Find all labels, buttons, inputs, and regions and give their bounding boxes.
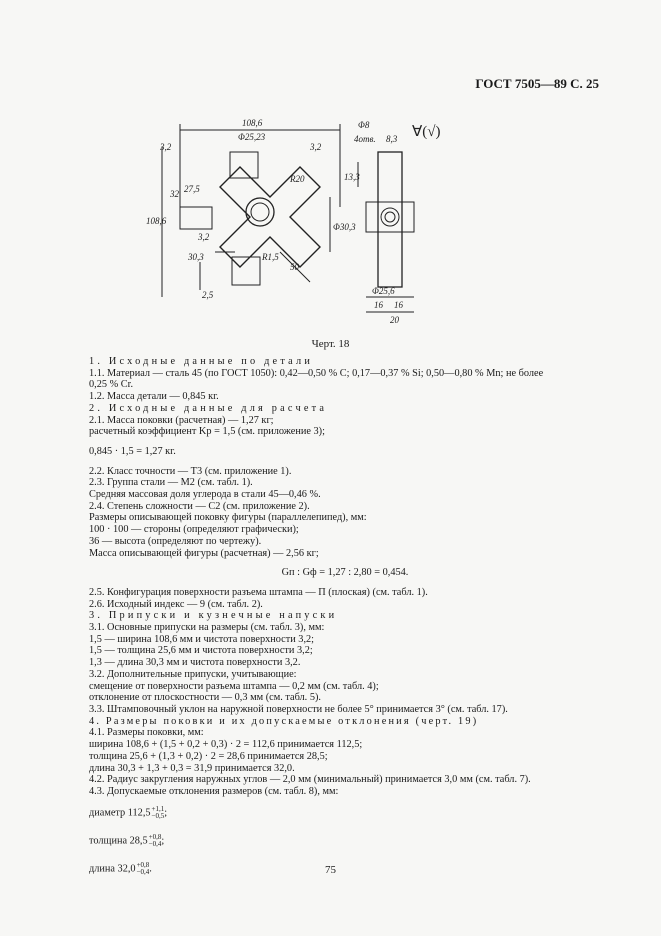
text-line: 2.1. Масса поковки (расчетная) — 1,27 кг; [89,414,274,426]
text-line: Средняя массовая доля углерода в стали 45—0,46 %. [89,489,321,501]
section-heading: 2. Исходные данные для расчета [89,402,328,414]
text-line: 1.1. Материал — сталь 45 (по ГОСТ 1050): 0,42—0,50 % С; 0,17—0,37 % Si; 0,50—0,80 % Mn; не более [89,367,544,379]
dim-108-6: 108,6 [242,118,263,128]
dim-16-b: 16 [394,300,403,310]
text-line: 4.2. Радиус закругления наружных углов — 2,0 мм (минимальный) принимается 3,0 мм (см. табл. 7). [89,774,531,786]
text-line: 2.5. Конфигурация поверхности разъема штампа — П (плоская) (см. табл. 1). [89,586,428,598]
text-line: Масса описывающей фигуры (расчетная) — 2,56 кг; [89,547,319,559]
dim-27-5: 27,5 [184,184,200,194]
text-line: толщина 25,6 + (1,3 + 0,2) · 2 = 28,6 принимается 28,5; [89,750,328,762]
roughness-symbol: ∀(√) [412,124,441,140]
dim-r20: R20 [290,174,305,184]
text-line: 3.1. Основные припуски на размеры (см. табл. 3), мм: [89,622,325,634]
section-heading: 3. Припуски и кузнечные напуски [89,610,338,622]
section-heading: 4. Размеры поковки и их допускаемые отклонения (черт. 19) [89,715,479,727]
text-line: Размеры описывающей поковку фигуры (параллелепипед), мм: [89,512,367,524]
page-header: ГОСТ 7505—89 С. 25 [475,76,599,91]
text-line: 1,5 — ширина 108,6 мм и чистота поверхности 3,2; [89,633,315,645]
text-line: 2.4. Степень сложности — С2 (см. приложение 2). [89,500,310,512]
dim-16-a: 16 [374,300,383,310]
text-line: 4.3. Допускаемые отклонения размеров (см. табл. 8), мм: [89,785,339,797]
technical-drawing [140,112,500,332]
text-line: 2.6. Исходный индекс — 9 (см. табл. 2). [89,598,263,610]
tolerance-upper: +0,8 [148,832,162,841]
tolerance-label: диаметр 112,5 [89,806,151,818]
formula-line: 0,845 · 1,5 = 1,27 кг. [89,445,176,457]
dim-hole-note: 4отв. [354,134,376,144]
text-line: отклонение от плоскостности — 0,3 мм (см. табл. 5). [89,692,321,704]
formula-line: Gп : Gф = 1,27 : 2,80 = 0,454. [281,567,409,579]
dim-phi30-3: Φ30,3 [333,222,356,232]
text-line: 4.1. Размеры поковки, мм: [89,727,204,739]
dim-phi25-6: Φ25,6 [372,286,395,296]
dim-50: 50 [290,262,299,272]
dim-20: 20 [390,315,399,325]
tolerance-label: толщина 28,5 [89,834,148,846]
tolerance-line [89,806,601,820]
dim-3-2-right: 3,2 [310,142,322,152]
dim-8-3: 8,3 [386,134,398,144]
text-line: 100 · 100 — стороны (определяют графически); [89,524,299,536]
tolerance-end: ; [161,834,165,846]
text-line: 36 — высота (определяют по чертежу). [89,535,262,547]
text-line: 1.2. Масса детали — 0,845 кг. [89,391,219,403]
figure-caption: Черт. 18 [311,338,350,350]
text-line: длина 30,3 + 1,3 + 0,3 = 31,9 принимается 32,0. [89,762,295,774]
text-line: 1,5 — толщина 25,6 мм и чистота поверхности 3,2; [89,645,313,657]
text-line: 1,3 — длина 30,3 мм и чистота поверхности 3,2. [89,657,301,669]
tolerance-line [89,834,601,848]
dim-2-5: 2,5 [202,290,214,300]
text-line: 0,25 % Cr. [89,379,134,391]
dim-phi8: Φ8 [358,120,370,130]
text-line: 2.3. Группа стали — М2 (см. табл. 1). [89,477,253,489]
dim-3-2-left: 3,2 [160,142,172,152]
page-number: 75 [325,864,336,876]
tolerance-upper: +1,1 [151,804,165,813]
tolerance-upper: +0,8 [136,860,150,869]
section-heading: 1. Исходные данные по детали [89,356,314,367]
text-line: ширина 108,6 + (1,5 + 0,2 + 0,3) · 2 = 112,6 принимается 112,5; [89,739,363,751]
dim-phi25-23: Φ25,23 [238,132,266,142]
dim-r1-5: R1,5 [262,252,279,262]
dim-3-2-center: 3,2 [198,232,210,242]
text-line: 3.2. Дополнительные припуски, учитывающие: [89,668,297,680]
dim-108-6-vertical: 108,6 [146,216,167,226]
tolerance-lower: −0,4 [148,839,162,848]
dim-13-3: 13,3 [344,172,360,182]
tolerance-lower: −0,5 [151,811,165,820]
dim-30-3: 30,3 [188,252,204,262]
tolerance-end: . [149,862,152,874]
text-line: смещение от поверхности разъема штампа — 0,2 мм (см. табл. 4); [89,680,379,692]
dim-32: 32 [170,189,179,199]
document-body [89,356,601,876]
tolerance-end: ; [164,806,168,818]
text-line: 3.3. Штамповочный уклон на наружной поверхности не более 5° принимается 3° (см. табл. 17). [89,703,508,715]
text-line: расчетный коэффициент Kр = 1,5 (см. приложение 3); [89,426,325,438]
tolerance-lower: −0,4 [136,867,150,876]
tolerance-label: длина 32,0 [89,862,136,874]
text-line: 2.2. Класс точности — Т3 (см. приложение 1). [89,465,292,477]
